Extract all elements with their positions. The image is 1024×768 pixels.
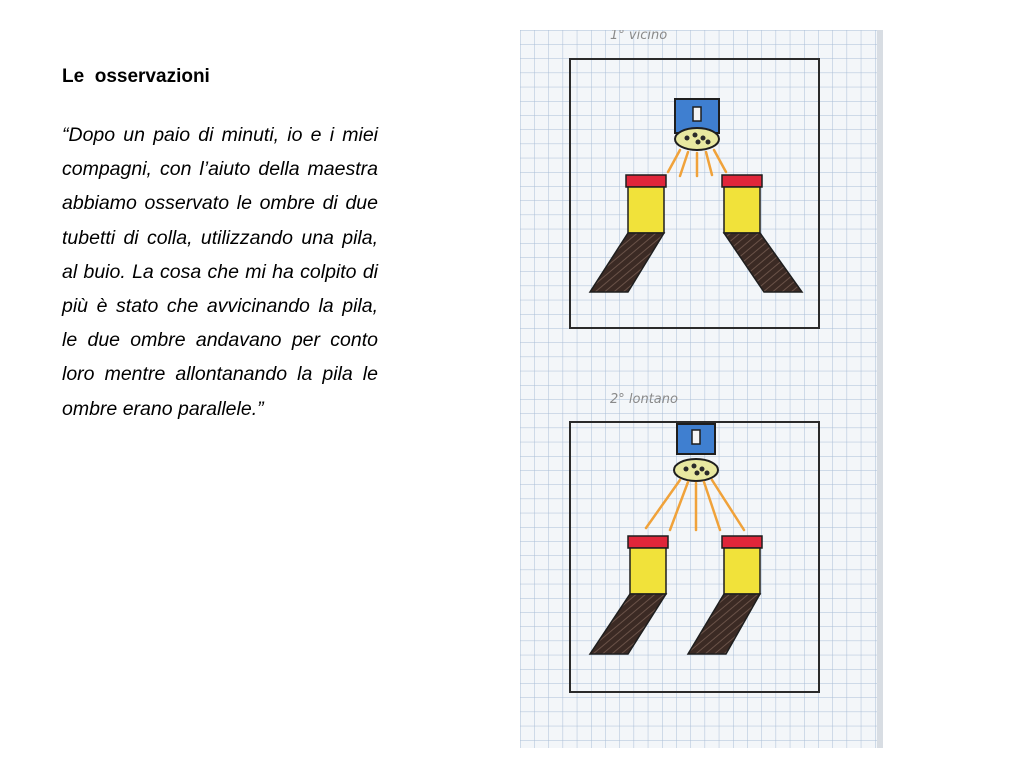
torch-icon xyxy=(675,99,719,150)
observation-paragraph: “Dopo un paio di minuti, io e i miei compagni, con l’aiuto della maestra abbiamo osservato le ombre di due tubetti di colla, utilizzando una pila, al buio. La cosa che mi ha colpito di più è stato che avvicinando la pila, le due ombre andavano per conto loro mentre allontanando la pila le ombre erano parallele.” xyxy=(62,124,378,420)
glue-tube-right xyxy=(722,175,762,233)
glue-tube-left xyxy=(626,175,666,233)
torch-icon xyxy=(674,424,718,481)
panel-bottom-label: 2° lontano xyxy=(610,392,678,407)
slide-title: Le osservazioni xyxy=(62,66,210,87)
hand-drawing xyxy=(520,30,883,748)
panel-top-label: 1° vicino xyxy=(610,30,668,43)
paper-edge xyxy=(877,30,883,748)
glue-tube-right xyxy=(722,536,762,594)
glue-tube-left xyxy=(628,536,668,594)
hand-drawing-svg xyxy=(520,30,883,748)
